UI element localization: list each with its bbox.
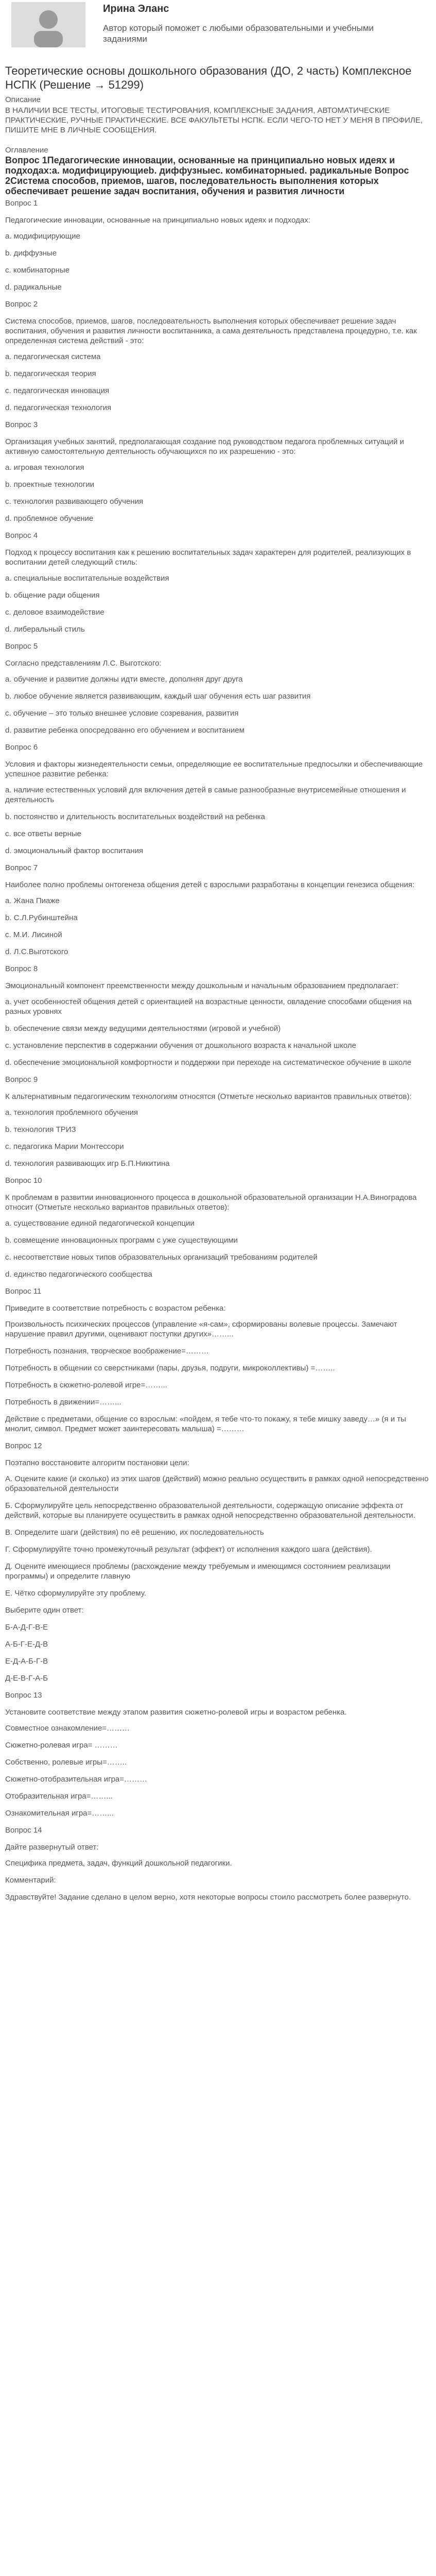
answer-option: А. Оцените какие (и сколько) из этих шагов (действий) можно реально осуществить в рамках одной непосредственно образовательной деятельности: [5, 1475, 429, 1493]
question-text: Приведите в соответствие потребность с возрастом ребенка:: [5, 1304, 226, 1313]
question-block: [5, 1176, 431, 1279]
answer-option: b. педагогическая теория: [5, 369, 96, 378]
answer-option: d. технология развивающих игр Б.П.Никитина: [5, 1159, 170, 1168]
answer-option: b. общение ради общения: [5, 591, 100, 600]
answer-option: a. технология проблемного обучения: [5, 1108, 138, 1117]
answer-option: Здравствуйте! Задание сделано в целом верно, хотя некоторые вопросы стоило рассмотреть более развернуто.: [5, 1893, 411, 1902]
answer-option: b. постоянство и длительность воспитательных воздействий на ребенка: [5, 812, 265, 821]
question-number: Вопрос 8: [5, 964, 38, 973]
question-text: Организация учебных занятий, предполагающая создание под руководством педагога проблемных ситуаций и активную самостоятельную деятельность обучающихся по их разрешению - это:: [5, 437, 404, 456]
avatar[interactable]: [11, 2, 85, 47]
question-block: [5, 641, 431, 735]
question-number: Вопрос 4: [5, 531, 38, 540]
question-text: Подход к процессу воспитания как к решению воспитательных задач характерен для родителей, реализующих в воспитании детей следующий стиль:: [5, 548, 411, 567]
answer-option: b. совмещение инновационных программ с уже существующими: [5, 1236, 238, 1245]
questions-list: [5, 198, 431, 1902]
answer-option: a. Жана Пиаже: [5, 896, 60, 905]
answer-option: А-Б-Г-Е-Д-В: [5, 1640, 48, 1649]
answer-option: Отобразительная игра=……...: [5, 1792, 113, 1801]
answer-option: a. игровая технология: [5, 463, 84, 472]
author-block: [5, 0, 431, 64]
answer-option: с. все ответы верные: [5, 829, 81, 838]
question-number: Вопрос 14: [5, 1826, 42, 1835]
question-number: Вопрос 6: [5, 743, 38, 752]
author-name[interactable]: Ирина Эланс: [103, 3, 169, 14]
question-block: [5, 531, 431, 634]
toc-intro: Вопрос 1Педагогические инновации, основанные на принципиально новых идеях и подходах:a. модифицирующиеb. диффузныес. комбинаторныеd. радикальные Вопрос 2Система способов, приемов, шагов, последовательность выполнения которых обеспечивает решение задач воспитания, обучения и развития личности: [5, 155, 409, 196]
answer-option: d. единство педагогического сообщества: [5, 1270, 152, 1279]
answer-option: Е. Чётко сформулируйте эту проблему.: [5, 1589, 146, 1598]
question-number: Вопрос 1: [5, 199, 38, 208]
answer-option: с. несоответствие новых типов образовательных организаций требованиям родителей: [5, 1253, 318, 1262]
answer-option: Собственно, ролевые игры=……..: [5, 1758, 127, 1767]
question-text: Установите соответствие между этапом развития сюжетно-ролевой игры и возрастом ребенка.: [5, 1708, 347, 1717]
answer-option: a. специальные воспитательные воздействия: [5, 574, 169, 583]
question-text: Педагогические инновации, основанные на принципиально новых идеях и подходах:: [5, 216, 310, 225]
question-block: [5, 964, 431, 1067]
question-block: [5, 1690, 431, 1818]
answer-option: b. обеспечение связи между ведущими деятельностями (игровой и учебной): [5, 1024, 281, 1033]
answer-option: d. обеспечение эмоциональной комфортности и поддержки при переходе на систематическое обучение в школе: [5, 1058, 411, 1067]
answer-option: Б-А-Д-Г-В-Е: [5, 1623, 48, 1632]
question-text: Согласно представлениям Л.С. Выготского:: [5, 659, 162, 668]
answer-option: d. эмоциональный фактор воспитания: [5, 846, 144, 855]
answer-option: d. проблемное обучение: [5, 514, 94, 523]
answer-option: a. наличие естественных условий для включения детей в самые разнообразные внутрисемейные отношения и деятельность: [5, 786, 406, 804]
question-block: [5, 1286, 431, 1434]
answer-option: d. Л.С.Выготского: [5, 947, 68, 956]
answer-option: Г. Сформулируйте точно промежуточный результат (эффект) от исполнения каждого шага (действия).: [5, 1545, 372, 1554]
answer-option: Сюжетно-отобразительная игра=………: [5, 1775, 148, 1784]
answer-option: Б. Сформулируйте цель непосредственно образовательной деятельности, содержащую описание эффекта от действий, которые вы планируете осуществить в рамках одной непосредственно образовательной деятельности.: [5, 1501, 415, 1520]
answer-option: с. установление перспектив в содержании обучения от дошкольного возраста к начальной школе: [5, 1041, 356, 1050]
question-block: [5, 198, 431, 292]
answer-option: с. педагогика Марии Монтессори: [5, 1142, 124, 1151]
answer-option: с. деловое взаимодействие: [5, 608, 104, 617]
answer-option: с. педагогическая инновация: [5, 386, 110, 395]
question-number: Вопрос 7: [5, 863, 38, 872]
answer-option: с. технология развивающего обучения: [5, 497, 144, 506]
question-text: Эмоциональный компонент преемственности между дошкольным и начальным образованием предполагает:: [5, 981, 398, 990]
answer-option: d. развитие ребенка опосредованно его обучением и воспитанием: [5, 726, 245, 735]
question-block: [5, 1825, 431, 1902]
question-number: Вопрос 11: [5, 1287, 42, 1296]
toc-label: Оглавление: [5, 146, 48, 155]
answer-option: b. технология ТРИЗ: [5, 1125, 76, 1134]
answer-option: Д. Оцените имеющиеся проблемы (расхождение между требуемым и имеющимся состоянием реализации программы) и определите главную: [5, 1562, 391, 1581]
answer-option: a. обучение и развитие должны идти вместе, дополняя друг друга: [5, 675, 243, 684]
answer-option: a. педагогическая система: [5, 352, 101, 361]
answer-option: Потребность в общении со сверстниками (пары, друзья, подруги, микроколлективы) =……..: [5, 1364, 335, 1372]
author-description: Автор который поможет с любыми образовательными и учебными заданиями: [103, 23, 374, 44]
question-block: [5, 863, 431, 957]
answer-option: b. С.Л.Рубинштейна: [5, 913, 78, 922]
answer-option: d. радикальные: [5, 283, 62, 292]
question-block: [5, 1075, 431, 1168]
question-text: Поэтапно восстановите алгоритм постановки цели:: [5, 1459, 189, 1467]
answer-option: a. существование единой педагогической концепции: [5, 1219, 195, 1228]
answer-option: Совместное ознакомление=………: [5, 1724, 130, 1733]
question-block: [5, 1441, 431, 1683]
answer-option: Комментарий:: [5, 1876, 56, 1885]
answer-option: a. модифицирующие: [5, 232, 80, 241]
answer-option: Потребность в движении=……...: [5, 1398, 121, 1406]
question-text: К проблемам в развитии инновационного процесса в дошкольной образовательной организации Н.А.Виноградова относит (Отметьте несколько вариантов правильных ответов):: [5, 1193, 417, 1212]
answer-option: d. либеральный стиль: [5, 625, 85, 634]
answer-option: b. любое обучение является развивающим, каждый шаг обучения есть шаг развития: [5, 692, 311, 701]
answer-option: Потребность в сюжетно-ролевой игре=……...: [5, 1381, 167, 1389]
answer-option: Сюжетно-ролевая игра= ………: [5, 1741, 118, 1750]
question-number: Вопрос 10: [5, 1176, 42, 1185]
question-text: Наиболее полно проблемы онтогенеза общения детей с взрослыми разработаны в концепции генезиса общения:: [5, 880, 415, 889]
question-text: Система способов, приемов, шагов, последовательность выполнения которых обеспечивает решение задач воспитания, обучения и развития личности воспитанника, а сама деятельность представлена процедурно, т.е. как определенная система действий - это:: [5, 317, 417, 345]
question-text: Условия и факторы жизнедеятельности семьи, определяющие ее воспитательные предпосылки и обеспечивающие успешное развитие ребенка:: [5, 760, 423, 778]
answer-option: Д-Е-В-Г-А-Б: [5, 1674, 48, 1683]
answer-option: Специфика предмета, задач, функций дошкольной педагогики.: [5, 1859, 232, 1868]
answer-option: Произвольность психических процессов (управление «я-сам», сформированы волевые процессы. Замечают нарушение правил другими, оценивают поступки других»……...: [5, 1320, 397, 1338]
answer-option: Действие с предметами, общение со взрослым: «пойдем, я тебе что-то покажу, я тебе мишку заведу…» (я и ты мнолит, символ. Предмет может заинтересовать малыша) =………: [5, 1415, 406, 1433]
question-number: Вопрос 5: [5, 642, 38, 651]
answer-option: Выберите один ответ:: [5, 1606, 84, 1615]
question-number: Вопрос 2: [5, 300, 38, 309]
question-number: Вопрос 12: [5, 1442, 42, 1450]
answer-option: Потребность познания, творческое воображение=………: [5, 1347, 209, 1355]
question-text: Дайте развернутый ответ:: [5, 1843, 99, 1852]
question-number: Вопрос 9: [5, 1075, 38, 1084]
answer-option: с. М.И. Лисиной: [5, 930, 62, 939]
answer-option: с. комбинаторные: [5, 266, 70, 275]
answer-option: a. учет особенностей общения детей с ориентацией на возрастные ценности, овладение способами общения на разных уровнях: [5, 997, 412, 1016]
answer-option: d. педагогическая технология: [5, 403, 112, 412]
question-text: К альтернативным педагогическим технологиям относятся (Отметьте несколько вариантов правильных ответов):: [5, 1092, 412, 1101]
question-block: [5, 742, 431, 856]
question-block: [5, 420, 431, 523]
document-title: Теоретические основы дошкольного образования (ДО, 2 часть) Комплексное НСПК (Решение → 51299): [5, 64, 412, 91]
answer-option: b. диффузные: [5, 249, 57, 258]
answer-option: b. проектные технологии: [5, 480, 95, 489]
answer-option: В. Определите шаги (действия) по её решению, их последовательность: [5, 1528, 264, 1537]
question-number: Вопрос 13: [5, 1691, 42, 1700]
description-label: Описание: [5, 95, 41, 104]
answer-option: с. обучение – это только внешнее условие созревания, развития: [5, 709, 239, 718]
document-description: В НАЛИЧИИ ВСЕ ТЕСТЫ, ИТОГОВЫЕ ТЕСТИРОВАНИЯ, КОМПЛЕКСНЫЕ ЗАДАНИЯ, АВТОМАТИЧЕСКИЕ ПРАКТИЧЕСКИЕ, РУЧНЫЕ ПРАКТИЧЕСКИЕ. ВСЕ ФАКУЛЬТЕТЫ НСПК. ЕСЛИ ЧЕГО-ТО НЕТ У МЕНЯ В ПРОФИЛЕ, ПИШИТЕ МНЕ В ЛИЧНЫЕ СООБЩЕНИЯ.: [5, 106, 423, 134]
question-block: [5, 299, 431, 413]
answer-option: Е-Д-А-Б-Г-В: [5, 1657, 48, 1666]
answer-option: Ознакомительная игра=……...: [5, 1809, 114, 1818]
question-number: Вопрос 3: [5, 420, 38, 429]
avatar-image-icon: [11, 2, 85, 47]
